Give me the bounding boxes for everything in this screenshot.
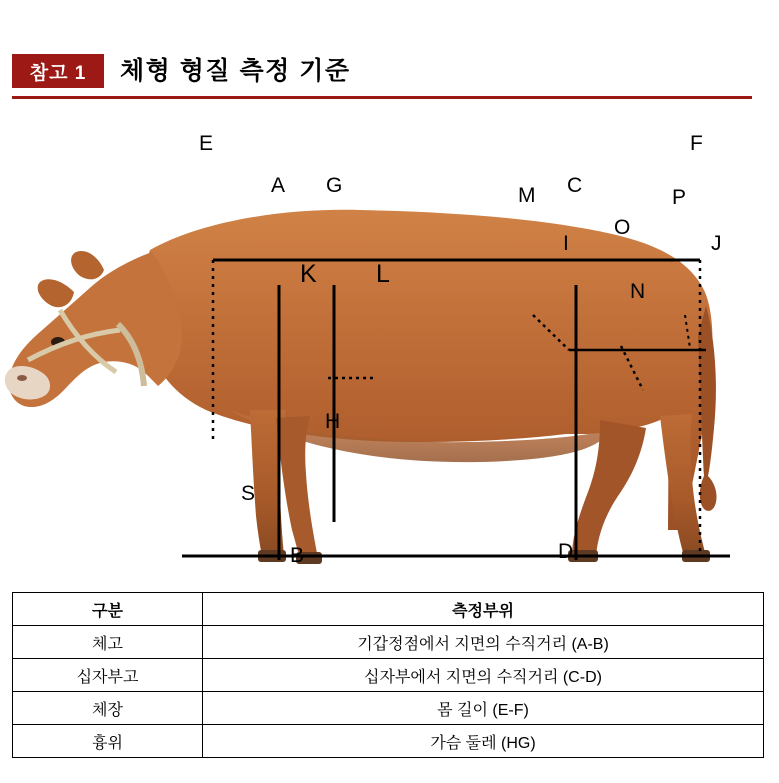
page-header xyxy=(12,50,767,102)
table-row xyxy=(13,659,764,692)
label-I: I xyxy=(563,232,569,255)
cow-horn xyxy=(71,251,104,279)
label-K: K xyxy=(300,260,317,288)
cow-torso xyxy=(143,210,713,530)
label-O: O xyxy=(614,216,631,239)
label-A: A xyxy=(271,174,286,197)
row-measurement: 십자부에서 지면의 수직거리 (C-D) xyxy=(203,659,764,692)
label-D: D xyxy=(558,540,574,563)
measurement-table-wrapper xyxy=(12,592,764,758)
measurement-table xyxy=(12,592,764,758)
label-C: C xyxy=(567,174,583,197)
label-B: B xyxy=(290,544,305,567)
cow-nostril xyxy=(17,375,27,381)
table-row xyxy=(13,725,764,758)
table-header-row xyxy=(13,593,764,626)
table-header-category: 구분 xyxy=(13,593,203,626)
row-category: 체고 xyxy=(13,626,203,659)
header-divider xyxy=(12,96,752,99)
cow-photo xyxy=(5,210,717,564)
label-M: M xyxy=(518,184,536,207)
row-measurement: 가슴 둘레 (HG) xyxy=(203,725,764,758)
label-S: S xyxy=(241,482,256,505)
label-H: H xyxy=(325,410,341,433)
label-N: N xyxy=(630,280,646,303)
table-header-measurement: 측정부위 xyxy=(203,593,764,626)
row-measurement: 기갑정점에서 지면의 수직거리 (A-B) xyxy=(203,626,764,659)
reference-badge: 참고 1 xyxy=(12,54,104,88)
row-measurement: 몸 길이 (E-F) xyxy=(203,692,764,725)
table-row xyxy=(13,626,764,659)
label-E: E xyxy=(199,132,214,155)
label-G: G xyxy=(326,174,343,197)
row-category: 십자부고 xyxy=(13,659,203,692)
measurement-diagram xyxy=(0,110,779,580)
table-row xyxy=(13,692,764,725)
label-L: L xyxy=(376,260,390,288)
diagram-svg xyxy=(0,110,779,580)
cow-ear xyxy=(38,279,74,307)
label-J: J xyxy=(711,232,722,255)
row-category: 체장 xyxy=(13,692,203,725)
label-P: P xyxy=(672,186,687,209)
row-category: 흉위 xyxy=(13,725,203,758)
label-F: F xyxy=(690,132,703,155)
page-title: 체형 형질 측정 기준 xyxy=(120,57,351,85)
